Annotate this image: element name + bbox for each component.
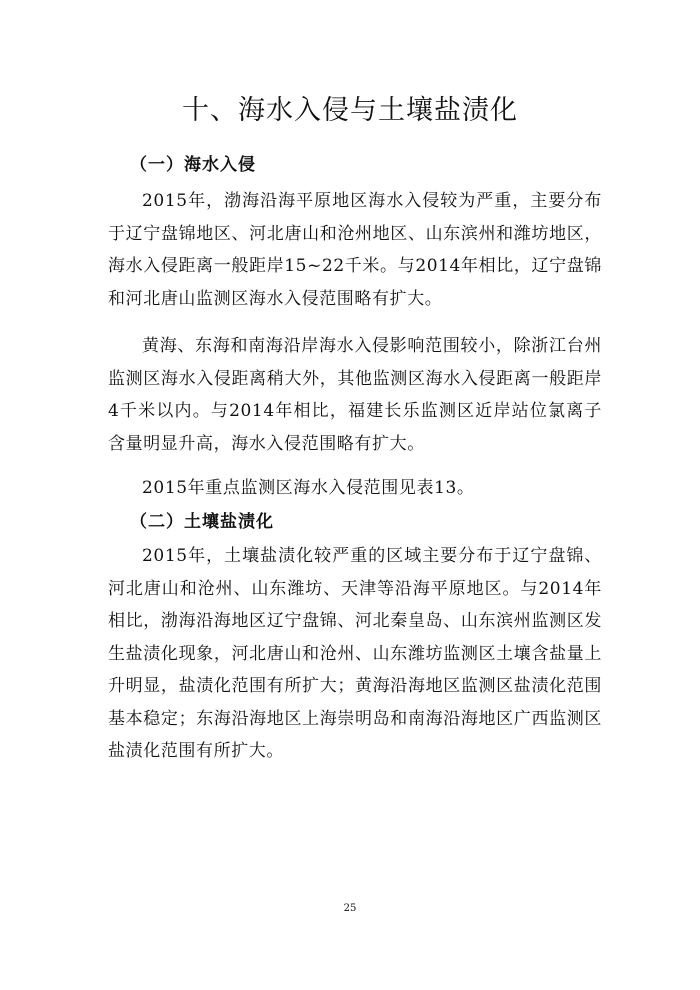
paragraph-table-reference: 2015年重点监测区海水入侵范围见表13。 (142, 478, 475, 498)
page-title: 十、海水入侵与土壤盐渍化 (182, 95, 518, 126)
paragraph-bohai-intrusion: 2015年，渤海沿海平原地区海水入侵较为严重，主要分布于辽宁盘锦地区、河北唐山和沧州地区、山东滨州和潍坊地区，海水入侵距离一般距岸15~22千米。与2014年相比，辽宁盘锦和河北唐山监测区海水入侵范围略有扩大。 (108, 191, 602, 309)
paragraph-other-seas-intrusion: 黄海、东海和南海沿岸海水入侵影响范围较小，除浙江台州监测区海水入侵距离稍大外，其他监测区海水入侵距离一般距岸4千米以内。与2014年相比，福建长乐监测区近岸站位氯离子含量明显升高，海水入侵范围略有扩大。 (108, 336, 602, 454)
section-heading-seawater-intrusion: （一）海水入侵 (130, 155, 256, 175)
paragraph-soil-salinization: 2015年，土壤盐渍化较严重的区域主要分布于辽宁盘锦、河北唐山和沧州、山东潍坊、天津等沿海平原地区。与2014年相比，渤海沿海地区辽宁盘锦、河北秦皇岛、山东滨州监测区发生盐渍化现象，河北唐山和沧州、山东潍坊监测区土壤含盐量上升明显，盐渍化范围有所扩大；黄海沿海地区监测区盐渍化范围基本稳定；东海沿海地区上海崇明岛和南海沿海地区广西监测区盐渍化范围有所扩大。 (108, 546, 602, 761)
page-number: 25 (343, 903, 357, 914)
section-heading-soil-salinization: （二）土壤盐渍化 (130, 512, 274, 532)
